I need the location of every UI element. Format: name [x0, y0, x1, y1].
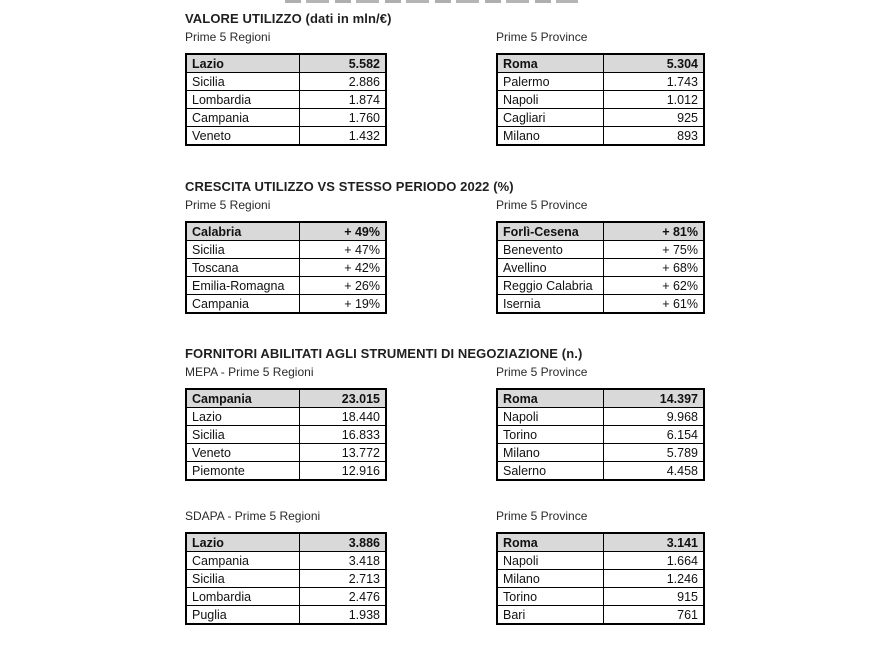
region-cell: Emilia-Romagna	[186, 277, 299, 295]
value-cell: 3.886	[299, 533, 386, 552]
value-cell: 1.012	[603, 91, 704, 109]
table-row	[186, 552, 386, 570]
province-cell: Milano	[497, 127, 603, 146]
province-cell: Reggio Calabria	[497, 277, 603, 295]
table-label-regioni: Prime 5 Regioni	[185, 198, 271, 212]
value-cell: 16.833	[299, 426, 386, 444]
value-cell: 12.916	[299, 462, 386, 481]
table-row	[497, 73, 704, 91]
value-cell: 6.154	[603, 426, 704, 444]
table-valore-regioni	[185, 53, 387, 146]
table-row	[497, 277, 704, 295]
table-label-sdapa-regioni: SDAPA - Prime 5 Regioni	[185, 509, 321, 523]
value-cell: 14.397	[603, 389, 704, 408]
section-valore-utilizzo	[185, 11, 705, 149]
value-cell: 4.458	[603, 462, 704, 481]
region-cell: Puglia	[186, 606, 299, 625]
value-cell: 5.789	[603, 444, 704, 462]
province-cell: Napoli	[497, 91, 603, 109]
value-cell: 5.304	[603, 54, 704, 73]
table-row	[497, 91, 704, 109]
region-cell: Calabria	[186, 222, 299, 241]
table-label-province: Prime 5 Province	[496, 30, 588, 44]
table-label-regioni: Prime 5 Regioni	[185, 30, 271, 44]
region-cell: Lombardia	[186, 588, 299, 606]
value-cell: 2.476	[299, 588, 386, 606]
province-cell: Roma	[497, 533, 603, 552]
table-label-province: Prime 5 Province	[496, 509, 588, 523]
table-label-mepa-regioni: MEPA - Prime 5 Regioni	[185, 365, 314, 379]
region-cell: Sicilia	[186, 570, 299, 588]
table-row	[186, 588, 386, 606]
table-row	[497, 54, 704, 73]
value-cell: + 62%	[603, 277, 704, 295]
table-row	[186, 54, 386, 73]
table-sdapa-regioni	[185, 532, 387, 625]
region-cell: Lazio	[186, 533, 299, 552]
table-row	[186, 259, 386, 277]
province-cell: Benevento	[497, 241, 603, 259]
table-row	[186, 533, 386, 552]
region-cell: Toscana	[186, 259, 299, 277]
province-cell: Milano	[497, 570, 603, 588]
region-cell: Campania	[186, 552, 299, 570]
region-cell: Lombardia	[186, 91, 299, 109]
value-cell: 1.938	[299, 606, 386, 625]
value-cell: + 47%	[299, 241, 386, 259]
province-cell: Salerno	[497, 462, 603, 481]
value-cell: 3.141	[603, 533, 704, 552]
table-row	[186, 606, 386, 625]
value-cell: 1.664	[603, 552, 704, 570]
province-cell: Roma	[497, 54, 603, 73]
section-title: FORNITORI ABILITATI AGLI STRUMENTI DI NEGOZIAZIONE (n.)	[185, 346, 583, 361]
province-cell: Torino	[497, 588, 603, 606]
value-cell: 1.432	[299, 127, 386, 146]
value-cell: 1.743	[603, 73, 704, 91]
value-cell: 1.246	[603, 570, 704, 588]
table-row	[497, 389, 704, 408]
table-row	[497, 444, 704, 462]
value-cell: 2.886	[299, 73, 386, 91]
table-row	[497, 552, 704, 570]
region-cell: Lazio	[186, 408, 299, 426]
province-cell: Bari	[497, 606, 603, 625]
value-cell: 2.713	[299, 570, 386, 588]
table-row	[497, 127, 704, 146]
table-crescita-regioni	[185, 221, 387, 314]
value-cell: 761	[603, 606, 704, 625]
province-cell: Palermo	[497, 73, 603, 91]
cropped-title-remnant	[285, 0, 578, 3]
value-cell: + 42%	[299, 259, 386, 277]
table-mepa-province	[496, 388, 705, 481]
province-cell: Roma	[497, 389, 603, 408]
section-title: VALORE UTILIZZO (dati in mln/€)	[185, 11, 392, 26]
table-row	[497, 241, 704, 259]
region-cell: Sicilia	[186, 241, 299, 259]
table-row	[186, 570, 386, 588]
value-cell: 915	[603, 588, 704, 606]
section-crescita-utilizzo	[185, 179, 705, 317]
table-row	[186, 109, 386, 127]
value-cell: 925	[603, 109, 704, 127]
value-cell: 5.582	[299, 54, 386, 73]
table-row	[497, 295, 704, 314]
value-cell: 9.968	[603, 408, 704, 426]
table-row	[186, 295, 386, 314]
province-cell: Avellino	[497, 259, 603, 277]
value-cell: + 75%	[603, 241, 704, 259]
region-cell: Sicilia	[186, 426, 299, 444]
table-row	[186, 444, 386, 462]
province-cell: Milano	[497, 444, 603, 462]
region-cell: Veneto	[186, 127, 299, 146]
region-cell: Veneto	[186, 444, 299, 462]
table-label-province: Prime 5 Province	[496, 198, 588, 212]
table-row	[497, 533, 704, 552]
table-row	[497, 570, 704, 588]
province-cell: Cagliari	[497, 109, 603, 127]
table-row	[497, 109, 704, 127]
table-valore-province	[496, 53, 705, 146]
table-row	[186, 73, 386, 91]
value-cell: + 49%	[299, 222, 386, 241]
value-cell: + 81%	[603, 222, 704, 241]
value-cell: + 61%	[603, 295, 704, 314]
table-row	[186, 426, 386, 444]
region-cell: Campania	[186, 295, 299, 314]
province-cell: Forlì-Cesena	[497, 222, 603, 241]
value-cell: 23.015	[299, 389, 386, 408]
value-cell: 13.772	[299, 444, 386, 462]
value-cell: 893	[603, 127, 704, 146]
value-cell: 1.874	[299, 91, 386, 109]
table-row	[497, 426, 704, 444]
section-title: CRESCITA UTILIZZO VS STESSO PERIODO 2022 (%)	[185, 179, 514, 194]
value-cell: 1.760	[299, 109, 386, 127]
table-mepa-regioni	[185, 388, 387, 481]
table-row	[186, 408, 386, 426]
value-cell: 18.440	[299, 408, 386, 426]
province-cell: Napoli	[497, 552, 603, 570]
value-cell: 3.418	[299, 552, 386, 570]
table-row	[186, 127, 386, 146]
table-row	[497, 462, 704, 481]
table-row	[186, 241, 386, 259]
region-cell: Sicilia	[186, 73, 299, 91]
table-row	[497, 588, 704, 606]
value-cell: + 19%	[299, 295, 386, 314]
value-cell: + 26%	[299, 277, 386, 295]
table-crescita-province	[496, 221, 705, 314]
table-sdapa-province	[496, 532, 705, 625]
table-label-province: Prime 5 Province	[496, 365, 588, 379]
section-fornitori-mepa	[185, 346, 705, 484]
province-cell: Isernia	[497, 295, 603, 314]
table-row	[186, 277, 386, 295]
province-cell: Torino	[497, 426, 603, 444]
value-cell: + 68%	[603, 259, 704, 277]
section-fornitori-sdapa	[185, 509, 705, 628]
region-cell: Lazio	[186, 54, 299, 73]
table-row	[497, 606, 704, 625]
table-row	[497, 222, 704, 241]
table-row	[186, 91, 386, 109]
region-cell: Campania	[186, 389, 299, 408]
region-cell: Campania	[186, 109, 299, 127]
region-cell: Piemonte	[186, 462, 299, 481]
table-row	[497, 408, 704, 426]
table-row	[497, 259, 704, 277]
table-row	[186, 389, 386, 408]
province-cell: Napoli	[497, 408, 603, 426]
table-row	[186, 462, 386, 481]
table-row	[186, 222, 386, 241]
